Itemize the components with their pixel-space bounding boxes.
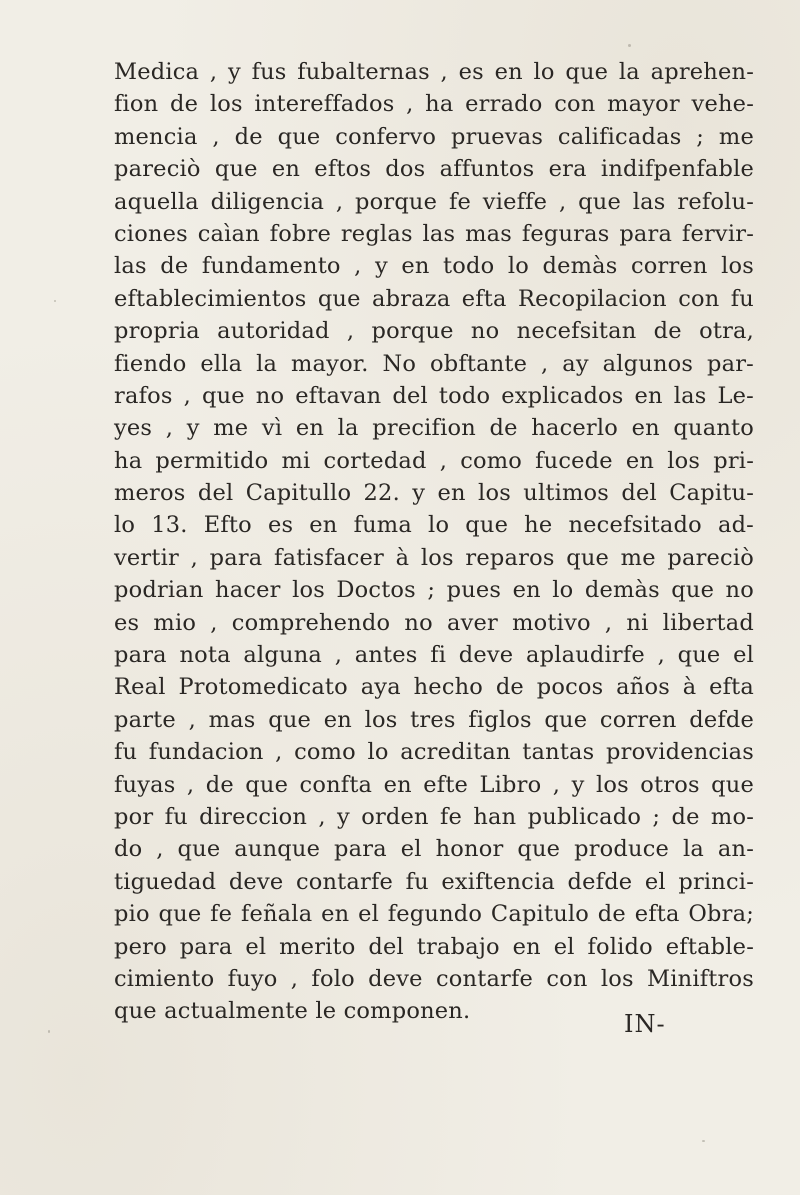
- catchword: IN-: [624, 1010, 666, 1038]
- paper-speck: [48, 1030, 50, 1033]
- text-line: pareciò que en eftos dos affuntos era indifpenfable: [114, 156, 754, 183]
- text-line: propria autoridad , porque no necefsitan de otra,: [114, 318, 754, 345]
- text-line: fion de los intereffados , ha errado con mayor vehe-: [114, 91, 754, 118]
- paper-speck: [702, 1140, 705, 1142]
- text-line: aquella diligencia , porque fe vieffe , que las refolu-: [114, 188, 754, 215]
- text-line: Medica , y fus fubalternas , es en lo que la aprehen-: [114, 59, 754, 85]
- text-line: podrian hacer los Doctos ; pues en lo demàs que no: [114, 577, 754, 604]
- text-line: fuyas , de que confta en efte Libro , y los otros que: [114, 771, 754, 798]
- text-line-last: que actualmente le componen.: [114, 998, 471, 1025]
- text-line: yes , y me vì en la precifion de hacerlo en quanto: [114, 415, 754, 442]
- paper-speck: [54, 300, 56, 302]
- paper-speck: [628, 44, 631, 47]
- body-text: [114, 56, 754, 1028]
- text-line: tiguedad deve contarfe fu exiftencia defde el princi-: [114, 868, 754, 895]
- text-line: pero para el merito del trabajo en el folido eftable-: [114, 933, 754, 960]
- text-line: parte , mas que en los tres figlos que corren defde: [114, 706, 754, 733]
- text-line: lo 13. Efto es en fuma lo que he necefsitado ad-: [114, 512, 754, 539]
- text-line: las de fundamento , y en todo lo demàs corren los: [114, 253, 754, 280]
- text-line: meros del Capitullo 22. y en los ultimos del Capitu-: [114, 480, 754, 507]
- text-line: ciones caìan fobre reglas las mas feguras para fervir-: [114, 220, 754, 247]
- text-line: por fu direccion , y orden fe han publicado ; de mo-: [114, 803, 754, 830]
- text-line: do , que aunque para el honor que produce la an-: [114, 836, 754, 863]
- text-line: para nota alguna , antes fi deve aplaudirfe , que el: [114, 642, 754, 669]
- text-line: rafos , que no eftavan del todo explicados en las Le-: [114, 382, 754, 409]
- text-line: mencia , de que confervo pruevas calificadas ; me: [114, 123, 754, 150]
- text-line: es mio , comprehendo no aver motivo , ni libertad: [114, 609, 754, 636]
- text-line: Real Protomedicato aya hecho de pocos años à efta: [114, 674, 754, 701]
- text-line: cimiento fuyo , folo deve contarfe con los Miniftros: [114, 965, 754, 992]
- text-line: fu fundacion , como lo acreditan tantas providencias: [114, 739, 754, 766]
- text-line: pio que fe feñala en el fegundo Capitulo de efta Obra;: [114, 901, 754, 928]
- text-line: ha permitido mi cortedad , como fucede en los pri-: [114, 447, 754, 474]
- text-line: eftablecimientos que abraza efta Recopilacion con fu: [114, 285, 754, 312]
- text-line: fiendo ella la mayor. No obftante , ay algunos par-: [114, 350, 754, 377]
- text-line: vertir , para fatisfacer à los reparos que me pareciò: [114, 544, 754, 571]
